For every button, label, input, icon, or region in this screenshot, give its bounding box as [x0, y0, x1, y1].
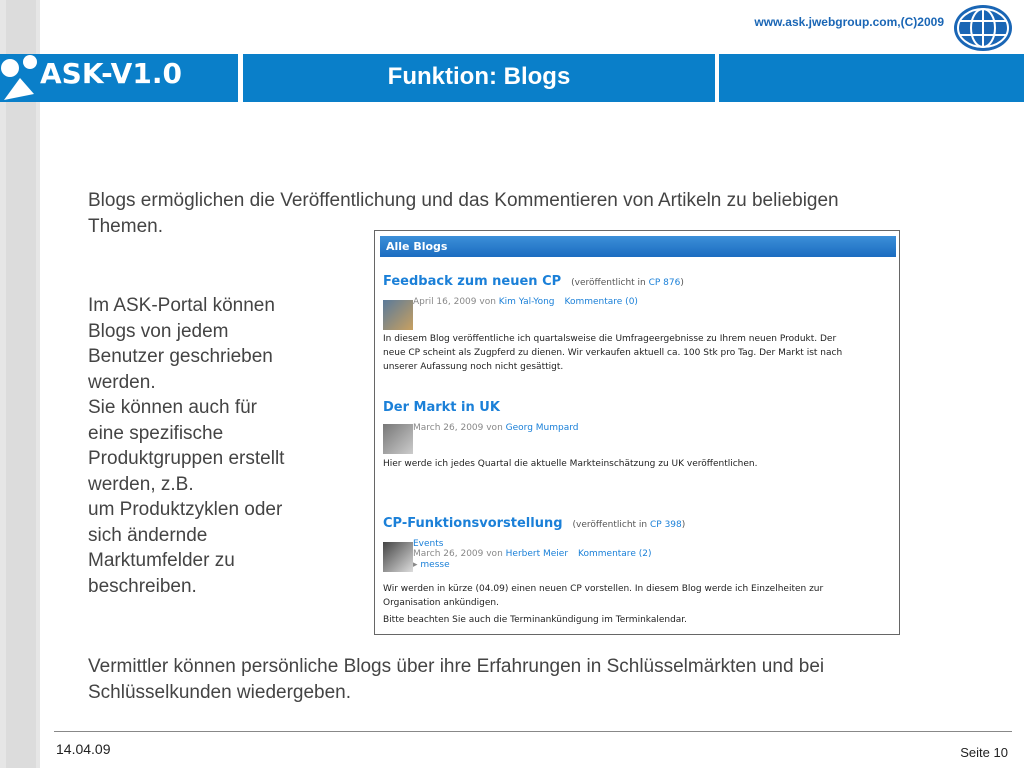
slide-title: Funktion: Blogs	[387, 63, 571, 90]
side-text-line: Sie können auch für	[88, 397, 258, 418]
page-label: Seite	[960, 745, 990, 760]
left-strip-inner	[6, 0, 36, 768]
brand-name: ASK-V1.0	[40, 57, 182, 90]
post-body-line: Bitte beachten Sie auch die Terminankündigung im Terminkalendar.	[383, 615, 688, 625]
author-avatar	[383, 542, 413, 572]
side-text-line: Marktumfelder zu	[88, 550, 235, 571]
author-avatar	[383, 424, 413, 454]
post-body-line: Wir werden in kürze (04.09) einen neuen CP vorstellen. In diesem Blog werde ich Einzelheiten zur	[383, 584, 824, 594]
outro-text: Vermittler können persönliche Blogs über ihre Erfahrungen in Schlüsselmärkten und bei Schlüsselkunden wiedergeben.	[88, 656, 825, 703]
blog-post-title[interactable]: Der Markt in UK	[383, 400, 500, 415]
post-meta: March 26, 2009 von Georg Mumpard	[413, 423, 579, 433]
comments-link[interactable]: Kommentare (0)	[564, 297, 638, 307]
blog-post-title[interactable]: CP-Funktionsvorstellung	[383, 516, 563, 531]
post-body	[383, 582, 895, 627]
post-meta	[413, 539, 443, 549]
blog-post	[383, 516, 893, 631]
side-text-line: Produktgruppen erstellt	[88, 448, 285, 469]
all-blogs-header: Alle Blogs	[380, 236, 896, 257]
side-text-line: Im ASK-Portal können	[88, 295, 275, 316]
blog-screenshot-panel	[374, 230, 900, 635]
header-bar-right	[719, 54, 1024, 102]
post-body	[383, 332, 895, 374]
post-body-line: neue CP scheint als Zugpferd zu dienen. Wir verkaufen aktuell ca. 100 Stk pro Tag. Der Markt ist nach	[383, 348, 843, 358]
post-body-line: In diesem Blog veröffentliche ich quartalsweise die Umfrageergebnisse zu Ihrem neuen Produkt. Der	[383, 334, 837, 344]
side-text-line: um Produktzyklen oder	[88, 499, 283, 520]
post-body-line: Organisation ankündigen.	[383, 598, 499, 608]
post-meta: March 26, 2009 von Herbert Meier Kommentare (2)	[413, 549, 652, 559]
side-text-line: Benutzer geschrieben	[88, 346, 273, 367]
published-in: (veröffentlicht in CP 876)	[571, 278, 684, 288]
side-text-line: werden, z.B.	[88, 473, 194, 495]
post-meta	[413, 560, 450, 570]
author-link[interactable]: Herbert Meier	[505, 549, 569, 559]
blog-post	[383, 274, 893, 384]
author-avatar	[383, 300, 413, 330]
published-in: (veröffentlicht in CP 398)	[572, 520, 686, 530]
tag-arrow-icon: ▸	[413, 560, 421, 570]
footer-divider	[54, 731, 1012, 732]
intro-text: Blogs ermöglichen die Veröffentlichung und das Kommentieren von Artikeln zu beliebigen Themen.	[88, 190, 839, 237]
side-text-line: Blogs von jedem	[88, 320, 229, 342]
post-body-line: unserer Aufassung noch nicht gesättigt.	[383, 362, 564, 372]
page-number	[960, 745, 1008, 760]
side-text-line: eine spezifische	[88, 422, 224, 444]
left-decoration-strip	[0, 0, 40, 768]
blog-post-title[interactable]: Feedback zum neuen CP	[383, 274, 562, 289]
side-text-line: werden.	[88, 371, 156, 393]
side-text	[88, 293, 338, 599]
globe-logo-icon	[952, 3, 1014, 53]
side-text-line: sich ändernde	[88, 524, 208, 546]
blog-post	[383, 400, 893, 480]
published-in-link[interactable]: CP 398	[650, 520, 682, 530]
author-link[interactable]: Kim Yal-Yong	[498, 297, 555, 307]
published-in-link[interactable]: CP 876	[648, 278, 681, 288]
author-link[interactable]: Georg Mumpard	[505, 423, 579, 433]
post-body	[383, 457, 895, 471]
comments-link[interactable]: Kommentare (2)	[578, 549, 652, 559]
header-url: www.ask.jwebgroup.com,(C)2009	[754, 15, 944, 29]
tag-link[interactable]: messe	[420, 560, 450, 570]
post-meta: April 16, 2009 von Kim Yal-Yong Kommentare (0)	[413, 297, 638, 307]
page-number-value: 10	[993, 745, 1008, 760]
post-body-line: Hier werde ich jedes Quartal die aktuelle Markteinschätzung zu UK veröffentlichen.	[383, 459, 758, 469]
brand-logo-icon	[0, 50, 44, 106]
footer-date: 14.04.09	[56, 741, 111, 757]
side-text-line: beschreiben.	[88, 575, 197, 597]
tag-link[interactable]: Events	[413, 539, 444, 549]
